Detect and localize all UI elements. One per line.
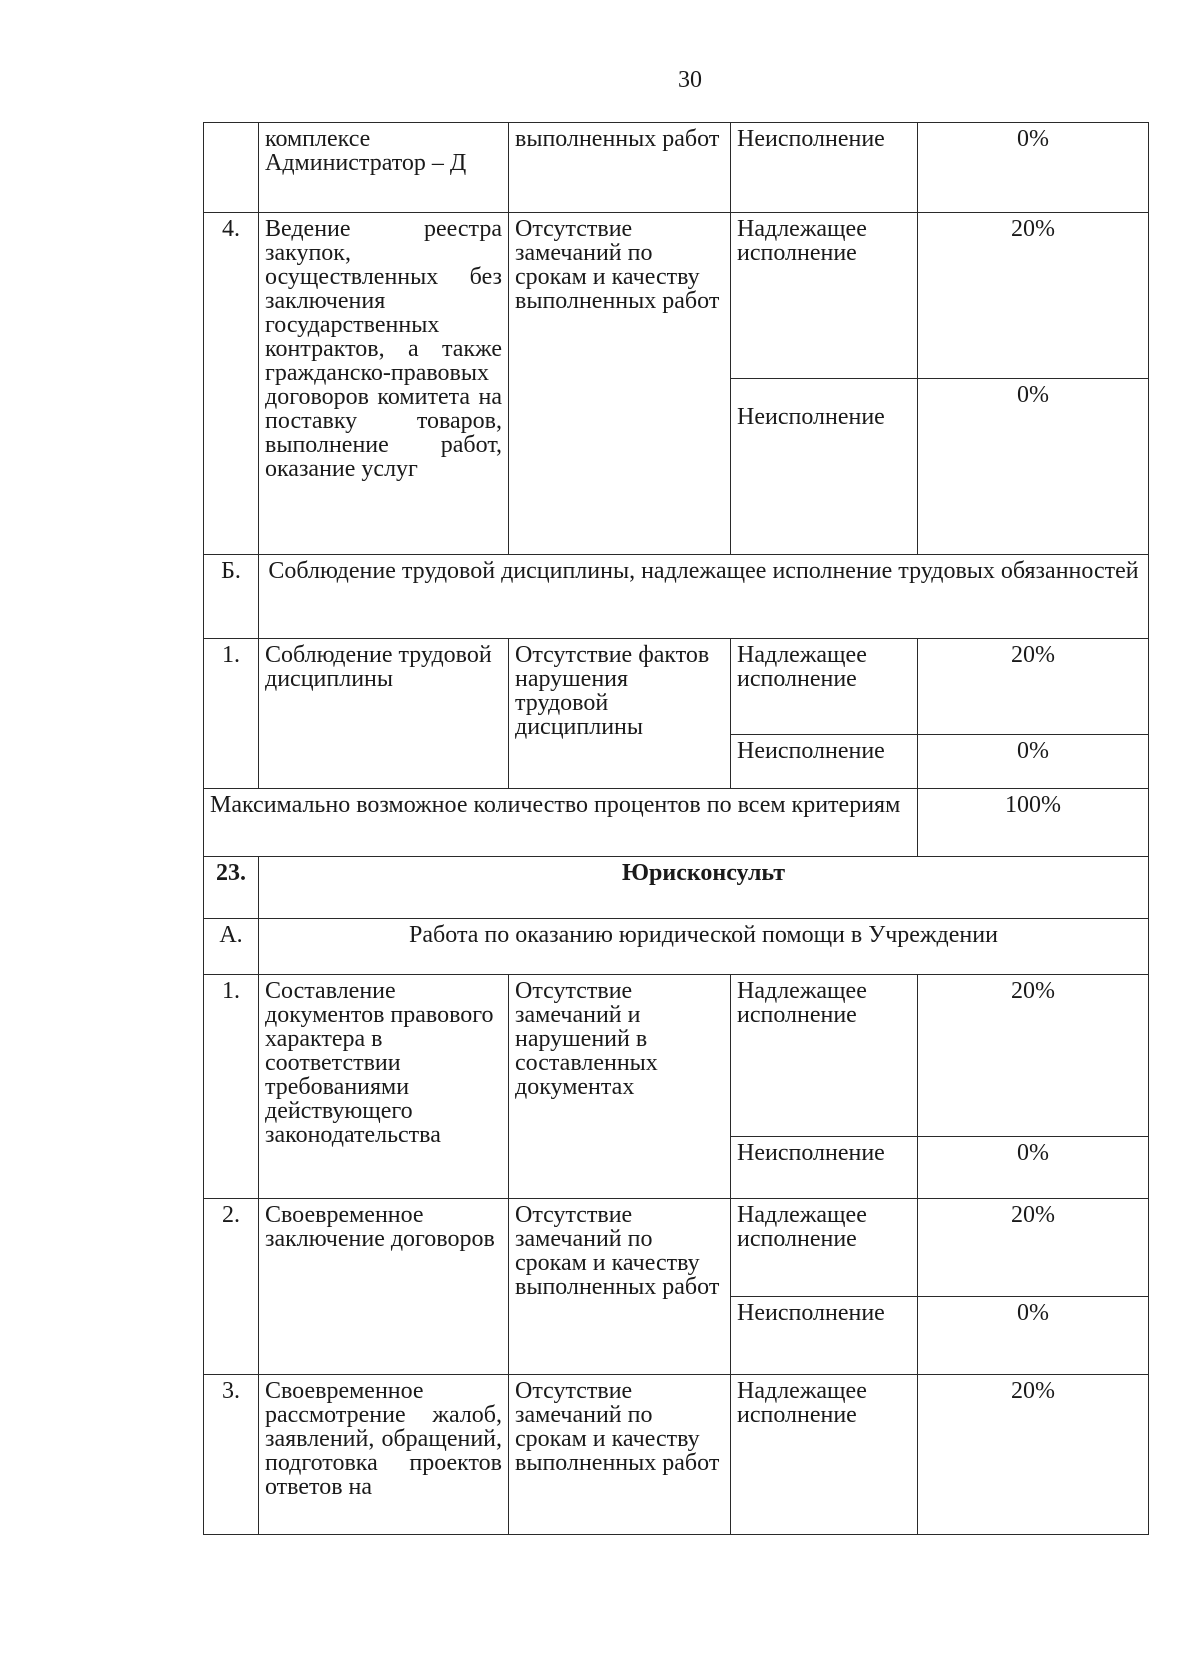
table-row	[204, 857, 1149, 919]
criterion-cell: Составление документов правового характера в соответствии требованиями действующего законодательства	[259, 975, 509, 1199]
indicator-cell: Отсутствие замечаний по срокам и качеству выполненных работ	[509, 1199, 731, 1375]
grade-cell: Надлежащее исполнение	[731, 1199, 918, 1297]
section-title: Соблюдение трудовой дисциплины, надлежащее исполнение трудовых обязанностей	[259, 555, 1149, 639]
criteria-table	[203, 122, 1149, 1535]
table-row	[204, 555, 1149, 639]
max-percent-value: 100%	[918, 789, 1149, 857]
row-number-cell: 3.	[204, 1375, 259, 1535]
percent-cell: 20%	[918, 1199, 1149, 1297]
row-number-cell: 1.	[204, 639, 259, 789]
position-title: Юрисконсульт	[259, 857, 1149, 919]
grade-cell: Неисполнение	[731, 735, 918, 789]
indicator-cell: Отсутствие фактов нарушения трудовой дисциплины	[509, 639, 731, 789]
section-letter: Б.	[204, 555, 259, 639]
percent-cell: 0%	[918, 1137, 1149, 1199]
criterion-cell: Своевременное заключение договоров	[259, 1199, 509, 1375]
grade-cell: Неисполнение	[731, 379, 918, 555]
max-percent-label: Максимально возможное количество процентов по всем критериям	[204, 789, 918, 857]
row-number-cell: 2.	[204, 1199, 259, 1375]
percent-cell: 0%	[918, 123, 1149, 213]
grade-cell: Надлежащее исполнение	[731, 975, 918, 1137]
criterion-cell: Ведение реестра закупок, осуществленных без заключения государственных контрактов, а также гражданско-правовых договоров комитета на поставку товаров, выполнение работ, оказание услуг	[259, 213, 509, 555]
percent-cell: 20%	[918, 1375, 1149, 1535]
table-row	[204, 919, 1149, 975]
grade-cell: Неисполнение	[731, 1297, 918, 1375]
indicator-cell: Отсутствие замечаний по срокам и качеству выполненных работ	[509, 1375, 731, 1535]
criterion-cell: Соблюдение трудовой дисциплины	[259, 639, 509, 789]
indicator-cell: Отсутствие замечаний по срокам и качеству выполненных работ	[509, 213, 731, 555]
percent-cell: 20%	[918, 639, 1149, 735]
percent-cell: 0%	[918, 735, 1149, 789]
table-row	[204, 789, 1149, 857]
percent-cell: 20%	[918, 975, 1149, 1137]
percent-cell: 0%	[918, 379, 1149, 555]
table-row	[204, 123, 1149, 213]
section-title: Работа по оказанию юридической помощи в Учреждении	[259, 919, 1149, 975]
row-number-cell: 1.	[204, 975, 259, 1199]
indicator-cell: выполненных работ	[509, 123, 731, 213]
row-number-cell	[204, 123, 259, 213]
criterion-cell: комплексе Администратор – Д	[259, 123, 509, 213]
grade-cell: Надлежащее исполнение	[731, 1375, 918, 1535]
row-number-cell: 4.	[204, 213, 259, 555]
table-row	[204, 975, 1149, 1137]
criterion-cell: Своевременное рассмотрение жалоб, заявлений, обращений, подготовка проектов ответов на	[259, 1375, 509, 1535]
grade-cell: Надлежащее исполнение	[731, 639, 918, 735]
table-row	[204, 1199, 1149, 1297]
table-row	[204, 213, 1149, 379]
indicator-cell: Отсутствие замечаний и нарушений в составленных документах	[509, 975, 731, 1199]
percent-cell: 20%	[918, 213, 1149, 379]
percent-cell: 0%	[918, 1297, 1149, 1375]
grade-cell: Неисполнение	[731, 1137, 918, 1199]
section-letter: А.	[204, 919, 259, 975]
grade-cell: Надлежащее исполнение	[731, 213, 918, 379]
position-number: 23.	[204, 857, 259, 919]
page-number: 30	[678, 67, 702, 93]
grade-cell: Неисполнение	[731, 123, 918, 213]
table-row	[204, 1375, 1149, 1535]
table-row	[204, 639, 1149, 735]
